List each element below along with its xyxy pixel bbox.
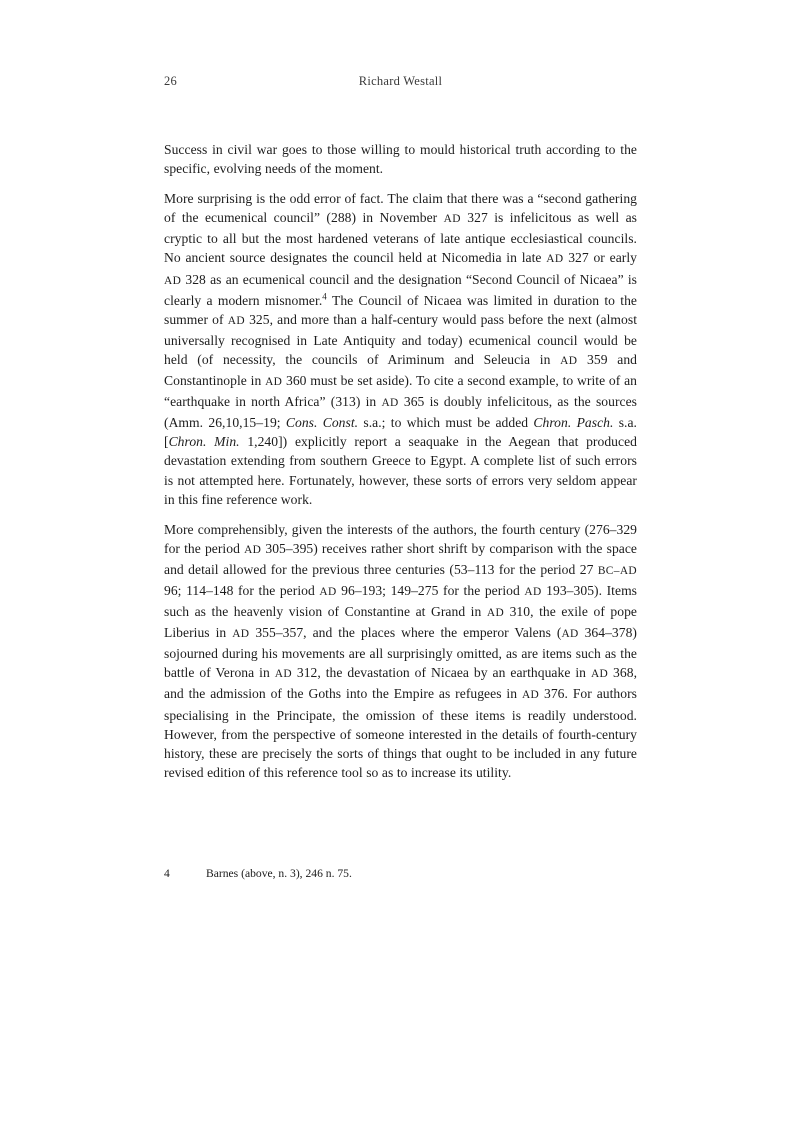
era-abbreviation: AD [560, 354, 578, 367]
era-abbreviation: AD [232, 628, 250, 641]
footnote-item [164, 866, 637, 882]
era-abbreviation: AD [164, 274, 182, 287]
cited-work-title: Chron. Min. [168, 434, 240, 450]
era-abbreviation: AD [381, 397, 399, 410]
era-abbreviation: AD [319, 585, 337, 598]
cited-work-title: Cons. Const. [285, 415, 359, 431]
body-paragraph: More surprising is the odd error of fact. The claim that there was a “second gathering of the ecumenical council” (288) in November AD 327 is infelicitous as well as cryptic to all but the most hardened veterans of late antique ecclesiastical councils. No ancient source designates the council held at Nicomedia in late AD 327 or early AD 328 as an ecumenical council and the designation “Second Council of Nicaea” is clearly a modern misnomer.$^4$ The Council of Nicaea was limited in duration to the summer of AD 325, and more than a half-century would pass before the next (almost universally recognised in Late Antiquity and today) ecumenical council would be held (of necessity, the councils of Ariminum and Seleucia in AD 359 and Constantinople in AD 360 must be set aside). To cite a second example, to write of an “earthquake in north Africa” (313) in AD 365 is doubly infelicitous, as the sources (Amm. 26,10,15–19; Cons. Const. s.a.; to which must be added Chron. Pasch. s.a. [Chron. Min. 1,240]) explicitly report a seaquake in the Aegean that produced devastation extending from southern Greece to Egypt. A complete list of such errors is not attempted here. Fortunately, however, these sorts of errors very seldom appear in this fine reference work. [164, 191, 638, 507]
era-abbreviation: AD [590, 668, 609, 681]
footnote-area [164, 866, 637, 882]
cited-work-title: Chron. Pasch. [533, 415, 614, 431]
era-abbreviation: AD [244, 543, 262, 556]
era-abbreviation: AD [561, 628, 579, 641]
era-abbreviation: AD [486, 607, 505, 620]
era-abbreviation: AD [521, 689, 540, 702]
era-abbreviation: AD [227, 314, 245, 327]
era-abbreviation: AD [274, 668, 292, 681]
footnote-reference[interactable]: 4 [322, 291, 327, 302]
era-abbreviation: BC–AD [597, 564, 637, 577]
era-abbreviation: AD [265, 376, 283, 389]
era-abbreviation: AD [443, 213, 461, 226]
era-abbreviation: AD [524, 585, 542, 598]
body-text-block [164, 140, 637, 782]
running-head [164, 72, 637, 90]
body-paragraph: Success in civil war goes to those willing to mould historical truth according to the specific, evolving needs of the moment. [164, 142, 637, 177]
running-head-title: Richard Westall [358, 74, 443, 88]
body-paragraph: More comprehensibly, given the interests of the authors, the fourth century (276–329 for the period AD 305–395) receives rather short shrift by comparison with the space and detail allowed for the previous three centuries (53–113 for the period 27 BC–AD 96; 114–148 for the period AD 96–193; 149–275 for the period AD 193–305). Items such as the heavenly vision of Constantine at Grand in AD 310, the exile of pope Liberius in AD 355–357, and the places where the emperor Valens (AD 364–378) sojourned during his movements are all surprisingly omitted, as are items such as the battle of Verona in AD 312, the devastation of Nicaea by an earthquake in AD 368, and the admission of the Goths into the Empire as refugees in AD 376. For authors specialising in the Principate, the omission of these items is readily understood. However, from the perspective of someone interested in the details of fourth-century history, these are precisely the sorts of things that ought to be included in any future revised edition of this reference tool so as to increase its utility. [164, 521, 638, 780]
footnote-text: Barnes (above, n. 3), 246 n. 75. [206, 867, 352, 880]
footnote-marker: 4 [164, 867, 170, 880]
era-abbreviation: AD [546, 253, 564, 266]
page-number: 26 [164, 74, 177, 88]
